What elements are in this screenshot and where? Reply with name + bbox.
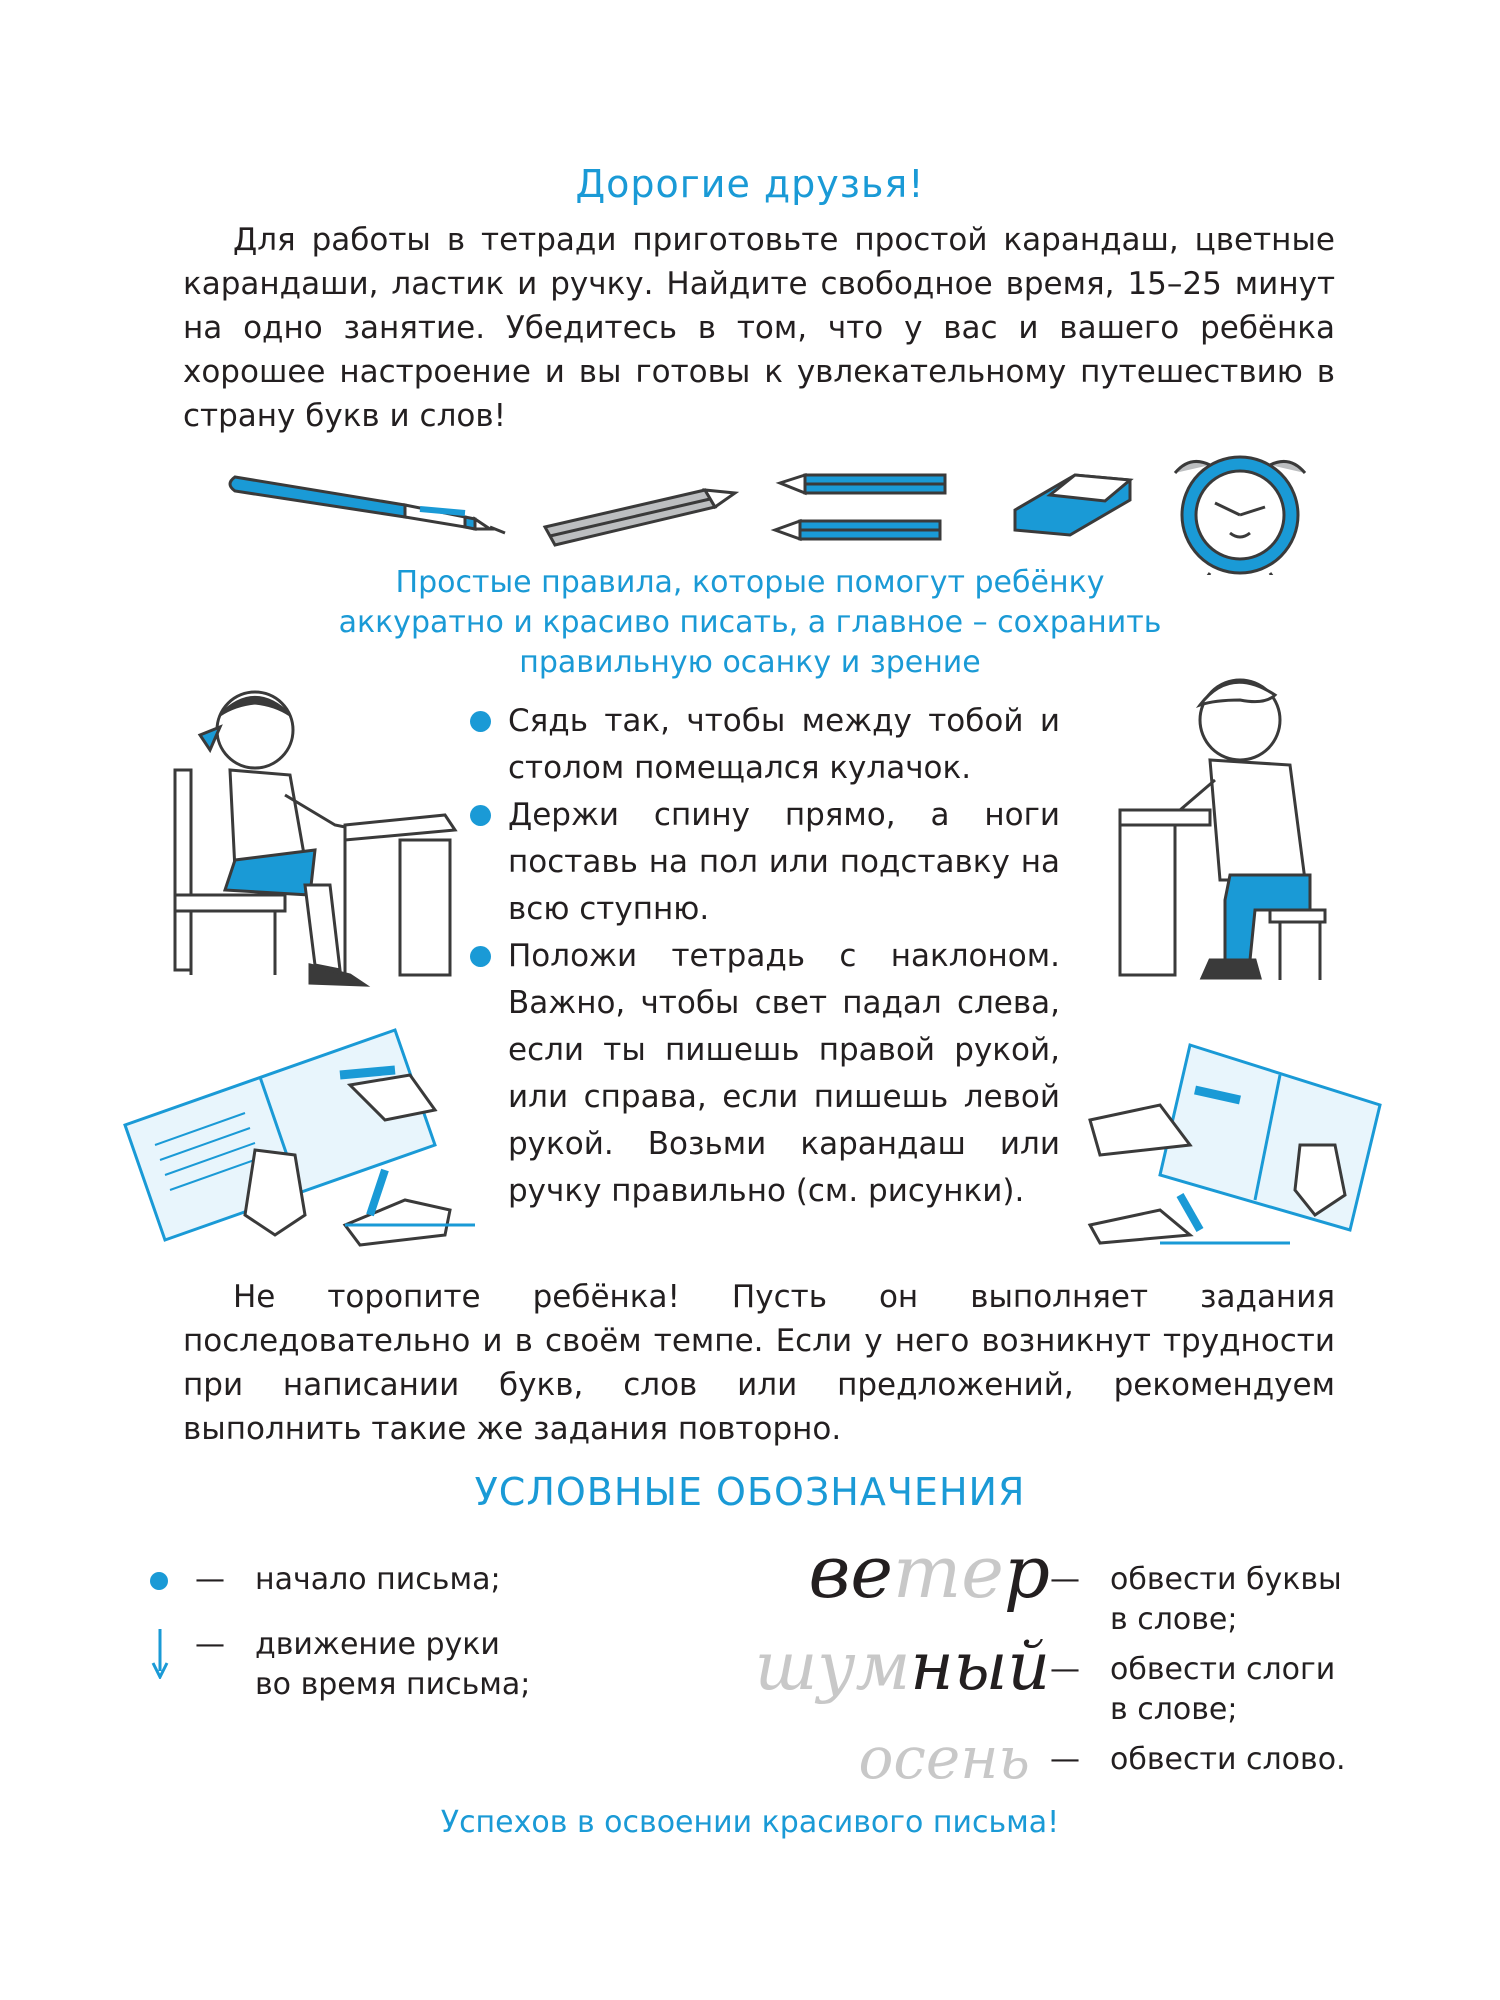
girl-at-desk-illustration xyxy=(165,675,470,1005)
legend-trace-syllables-text-2: в слове; xyxy=(1110,1692,1238,1727)
cursive-dark-part: ве xyxy=(808,1530,894,1614)
cursive-dark-part: р xyxy=(1003,1530,1050,1614)
eraser-icon xyxy=(1015,475,1130,535)
intro-text: Для работы в тетради приготовьте простой карандаш, цветные карандаши, ластик и ручку. Найдите свободное время, 15–25 минут на одно занятие. Убедитесь в том, что у вас и вашего ребёнка хорошее настроение и вы готовы к увлекательному путешествию в страну букв и слов! xyxy=(183,222,1335,434)
supplies-illustration xyxy=(225,455,1375,575)
cursive-light-part: те xyxy=(893,1530,1004,1614)
rules-list xyxy=(470,698,1060,1215)
advice-text: Не торопите ребёнка! Пусть он выполняет задания последовательно и в своём темпе. Если у него возникнут трудности при написании букв, слов или предложений, рекомендуем выполнить такие же задания повторно. xyxy=(183,1279,1335,1447)
legend-movement-text-2: во время письма; xyxy=(255,1667,531,1702)
rules-heading-line-1: Простые правила, которые помогут ребёнку xyxy=(395,565,1105,600)
legend-trace-word-text: обвести слово. xyxy=(1110,1742,1346,1777)
cursive-word-osen: осень xyxy=(858,1724,1030,1792)
pen-icon xyxy=(230,477,505,533)
boy-at-desk-illustration xyxy=(1090,660,1350,1000)
intro-paragraph xyxy=(183,218,1335,438)
page-title: Дорогие друзья! xyxy=(575,162,925,206)
legend-start-text: начало письма; xyxy=(255,1562,501,1597)
cursive-light-part: шум xyxy=(754,1628,911,1705)
legend-dash: — xyxy=(1050,1562,1080,1597)
cursive-word-shumny xyxy=(640,1622,1050,1712)
legend-movement-text-1: движение руки xyxy=(255,1627,500,1662)
cursive-word-veter xyxy=(640,1522,1050,1622)
rule-2: Держи спину прямо, а ноги поставь на пол или подставку на всю ступню. xyxy=(470,792,1060,933)
legend-dash: — xyxy=(195,1562,225,1597)
legend-dash: — xyxy=(1050,1652,1080,1687)
advice-paragraph xyxy=(183,1275,1335,1451)
notebook-right-hand-illustration xyxy=(105,1015,475,1260)
down-arrow-icon xyxy=(150,1627,170,1679)
rule-3: Положи тетрадь с наклоном. Важно, чтобы свет падал слева, если ты пишешь правой рукой, или справа, если пишешь левой рукой. Возьми карандаш или ручку правильно (см. рисунки). xyxy=(470,933,1060,1215)
alarm-clock-icon xyxy=(1175,457,1305,575)
rules-heading-line-2: аккуратно и красиво писать, а главное – сохранить xyxy=(338,605,1162,640)
legend-title: УСЛОВНЫЕ ОБОЗНАЧЕНИЯ xyxy=(474,1470,1026,1514)
rule-1: Сядь так, чтобы между тобой и столом помещался кулачок. xyxy=(470,698,1060,792)
legend-trace-syllables-text-1: обвести слоги xyxy=(1110,1652,1336,1687)
grey-pencil-icon xyxy=(545,490,735,545)
legend-trace-letters-text-1: обвести буквы xyxy=(1110,1562,1342,1597)
rules-heading-line-3: правильную осанку и зрение xyxy=(519,645,981,680)
notebook-left-hand-illustration xyxy=(1080,1015,1400,1260)
legend-trace-letters-text-2: в слове; xyxy=(1110,1602,1238,1637)
footer-wish: Успехов в освоении красивого письма! xyxy=(440,1805,1060,1840)
colored-pencils-icon xyxy=(775,475,945,539)
legend-dash: — xyxy=(195,1627,225,1662)
legend-dash: — xyxy=(1050,1742,1080,1777)
blue-dot-icon xyxy=(150,1572,168,1590)
cursive-dark-part: ный xyxy=(910,1628,1050,1705)
